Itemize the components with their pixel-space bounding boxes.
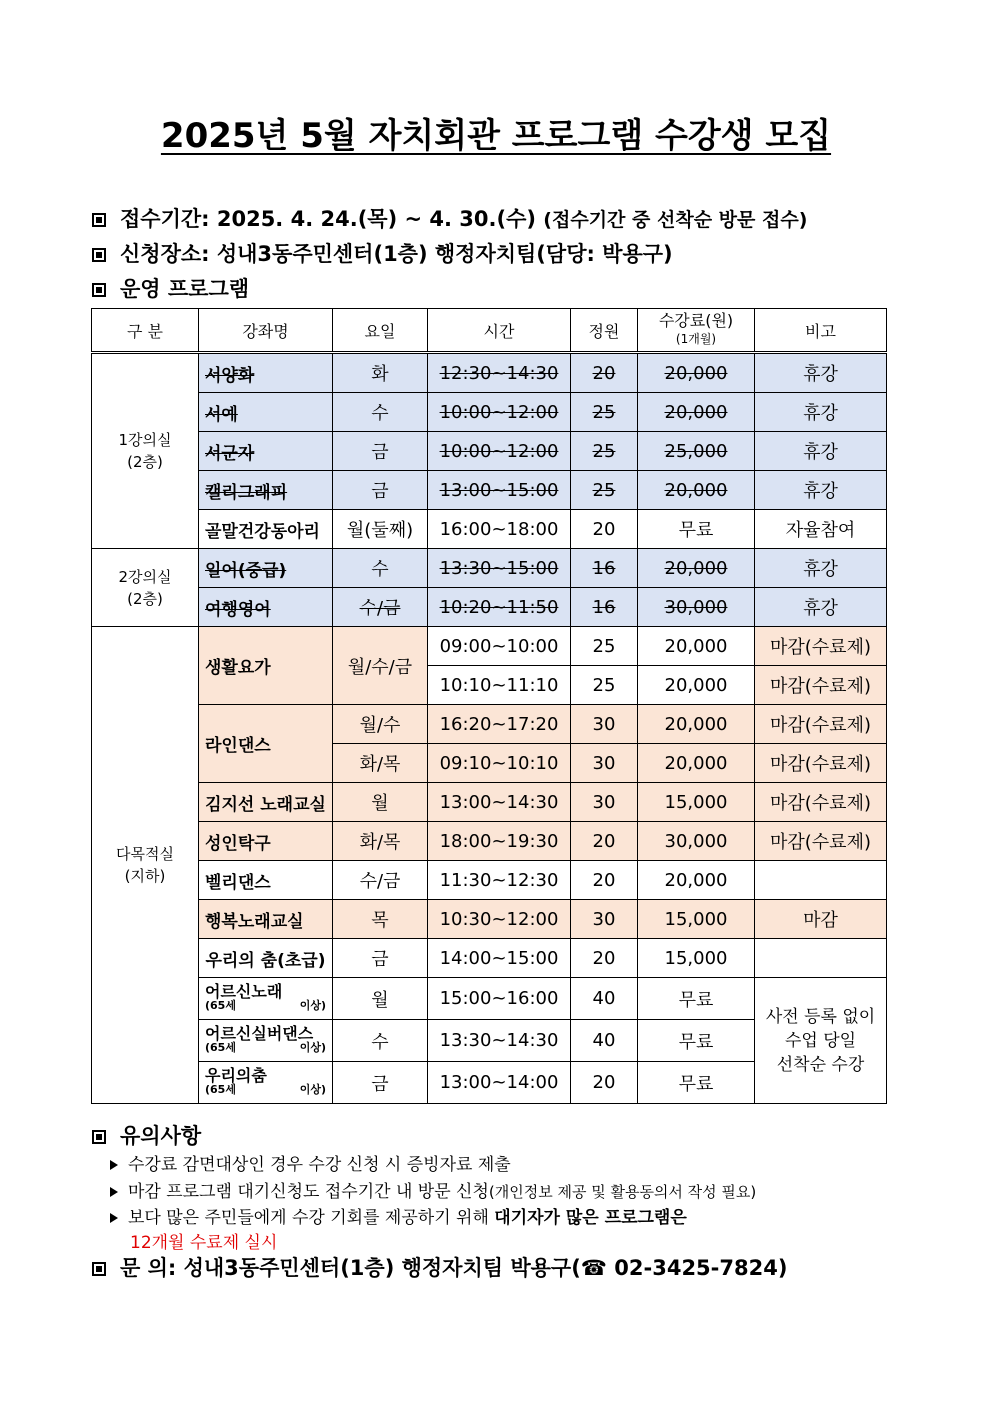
course-day: 금	[333, 432, 428, 471]
course-capacity: 25	[571, 471, 638, 510]
course-day: 화/목	[333, 744, 428, 783]
course-name: 골말건강동아리	[199, 510, 333, 549]
course-fee: 무료	[638, 978, 755, 1020]
course-capacity: 20	[571, 1062, 638, 1104]
course-time: 14:00~15:00	[428, 939, 571, 978]
table-row	[92, 783, 887, 822]
course-fee: 30,000	[638, 822, 755, 861]
course-capacity: 20	[571, 822, 638, 861]
table-row	[92, 861, 887, 900]
course-capacity: 20	[571, 353, 638, 393]
note-item: 마감 프로그램 대기신청도 접수기간 내 방문 신청(개인정보 제공 및 활용동의서 작성 필요)	[110, 1177, 756, 1202]
course-day: 수	[333, 393, 428, 432]
contact-line: 문 의: 성내3동주민센터(1층) 행정자치팀 박용구(☎ 02-3425-7824)	[92, 1252, 787, 1282]
course-fee: 20,000	[638, 666, 755, 705]
header-category: 구 분	[92, 309, 199, 353]
course-note: 휴강	[755, 471, 887, 510]
course-note: 마감(수료제)	[755, 627, 887, 666]
table-row	[92, 588, 887, 627]
table-row	[92, 822, 887, 861]
page-title: 2025년 5월 자치회관 프로그램 수강생 모집	[160, 116, 832, 156]
course-name: 생활요가	[199, 627, 333, 705]
table-row	[92, 353, 887, 393]
course-time: 10:00~12:00	[428, 432, 571, 471]
course-day: 금	[333, 1062, 428, 1104]
header-capacity: 정원	[571, 309, 638, 353]
course-capacity: 20	[571, 510, 638, 549]
course-name: 서예	[199, 393, 333, 432]
course-fee: 15,000	[638, 900, 755, 939]
header-note: 비고	[755, 309, 887, 353]
square-bullet-icon	[92, 248, 106, 262]
course-time: 10:20~11:50	[428, 588, 571, 627]
course-name: 우리의 춤(초급)	[199, 939, 333, 978]
course-name: 캘리그래피	[199, 471, 333, 510]
course-time: 11:30~12:30	[428, 861, 571, 900]
course-capacity: 30	[571, 744, 638, 783]
course-name: 벨리댄스	[199, 861, 333, 900]
course-fee: 20,000	[638, 353, 755, 393]
course-capacity: 25	[571, 432, 638, 471]
course-note: 자율참여	[755, 510, 887, 549]
course-time: 10:00~12:00	[428, 393, 571, 432]
table-row	[92, 393, 887, 432]
course-time: 12:30~14:30	[428, 353, 571, 393]
course-time: 18:00~19:30	[428, 822, 571, 861]
course-name: 행복노래교실	[199, 900, 333, 939]
course-note: 마감(수료제)	[755, 822, 887, 861]
course-name: 어르신노래 (65세 이상)	[199, 978, 333, 1020]
header-time: 시간	[428, 309, 571, 353]
course-note	[755, 861, 887, 900]
course-note: 휴강	[755, 549, 887, 588]
course-fee: 25,000	[638, 432, 755, 471]
course-time: 10:10~11:10	[428, 666, 571, 705]
course-day: 수	[333, 1020, 428, 1062]
course-name: 성인탁구	[199, 822, 333, 861]
square-bullet-icon	[92, 1130, 106, 1144]
table-row	[92, 939, 887, 978]
table-row	[92, 627, 887, 666]
header-fee: 수강료(원) (1개월)	[638, 309, 755, 353]
course-fee: 30,000	[638, 588, 755, 627]
course-capacity: 40	[571, 1020, 638, 1062]
course-fee: 20,000	[638, 471, 755, 510]
course-day: 수	[333, 549, 428, 588]
course-time: 13:00~14:30	[428, 783, 571, 822]
application-place: 신청장소: 성내3동주민센터(1층) 행정자치팀(담당: 박용구)	[92, 238, 673, 268]
course-capacity: 30	[571, 705, 638, 744]
course-name: 김지선 노래교실	[199, 783, 333, 822]
course-day: 금	[333, 471, 428, 510]
course-name: 일어(중급)	[199, 549, 333, 588]
table-row	[92, 510, 887, 549]
course-capacity: 20	[571, 861, 638, 900]
course-time: 09:10~10:10	[428, 744, 571, 783]
program-heading: 운영 프로그램	[92, 273, 249, 303]
notes-heading: 유의사항	[92, 1120, 201, 1150]
room-label: 2강의실 (2층)	[92, 549, 199, 627]
course-day: 화	[333, 353, 428, 393]
course-note: 마감(수료제)	[755, 705, 887, 744]
table-header-row	[92, 309, 887, 353]
reception-period: 접수기간: 2025. 4. 24.(목) ~ 4. 30.(수) (접수기간 중 선착순 방문 접수)	[92, 203, 807, 233]
course-time: 10:30~12:00	[428, 900, 571, 939]
course-name: 어르신실버댄스 (65세 이상)	[199, 1020, 333, 1062]
table-row	[92, 549, 887, 588]
course-note	[755, 939, 887, 978]
square-bullet-icon	[92, 283, 106, 297]
room-label: 1강의실 (2층)	[92, 353, 199, 549]
room-label: 다목적실 (지하)	[92, 627, 199, 1104]
course-day: 화/목	[333, 822, 428, 861]
note-item-highlight: 12개월 수료제 실시	[130, 1233, 278, 1253]
course-note: 휴강	[755, 432, 887, 471]
course-fee: 무료	[638, 510, 755, 549]
square-bullet-icon	[92, 213, 106, 227]
course-note: 마감(수료제)	[755, 744, 887, 783]
course-capacity: 25	[571, 393, 638, 432]
course-note: 마감(수료제)	[755, 666, 887, 705]
course-capacity: 20	[571, 939, 638, 978]
course-note: 마감(수료제)	[755, 783, 887, 822]
course-day: 월/수/금	[333, 627, 428, 705]
triangle-bullet-icon	[110, 1160, 118, 1170]
walk-in-note: 사전 등록 없이 수업 당일 선착순 수강	[755, 978, 887, 1104]
triangle-bullet-icon	[110, 1187, 118, 1197]
course-fee: 20,000	[638, 705, 755, 744]
course-fee: 20,000	[638, 393, 755, 432]
course-fee: 20,000	[638, 627, 755, 666]
course-time: 16:00~18:00	[428, 510, 571, 549]
course-capacity: 25	[571, 627, 638, 666]
course-time: 13:30~14:30	[428, 1020, 571, 1062]
table-row	[92, 471, 887, 510]
table-row	[92, 978, 887, 1020]
course-name: 서양화	[199, 353, 333, 393]
header-day: 요일	[333, 309, 428, 353]
course-day: 목	[333, 900, 428, 939]
course-time: 13:00~15:00	[428, 471, 571, 510]
table-row	[92, 900, 887, 939]
course-day: 월	[333, 783, 428, 822]
course-name: 여행영어	[199, 588, 333, 627]
course-day: 월	[333, 978, 428, 1020]
course-capacity: 25	[571, 666, 638, 705]
course-capacity: 16	[571, 549, 638, 588]
course-time: 16:20~17:20	[428, 705, 571, 744]
course-fee: 15,000	[638, 783, 755, 822]
note-item: 보다 많은 주민들에게 수강 기회를 제공하기 위해 대기자가 많은 프로그램은	[110, 1203, 687, 1228]
course-capacity: 30	[571, 783, 638, 822]
course-capacity: 40	[571, 978, 638, 1020]
program-table	[91, 308, 887, 1104]
course-day: 월(둘째)	[333, 510, 428, 549]
course-fee: 무료	[638, 1020, 755, 1062]
course-day: 금	[333, 939, 428, 978]
course-fee: 무료	[638, 1062, 755, 1104]
course-fee: 20,000	[638, 861, 755, 900]
course-time: 13:30~15:00	[428, 549, 571, 588]
course-fee: 15,000	[638, 939, 755, 978]
course-fee: 20,000	[638, 744, 755, 783]
note-item: 수강료 감면대상인 경우 수강 신청 시 증빙자료 제출	[110, 1150, 511, 1175]
course-day: 수/금	[333, 588, 428, 627]
course-capacity: 30	[571, 900, 638, 939]
course-note: 휴강	[755, 353, 887, 393]
course-day: 수/금	[333, 861, 428, 900]
course-capacity: 16	[571, 588, 638, 627]
triangle-bullet-icon	[110, 1213, 118, 1223]
course-fee: 20,000	[638, 549, 755, 588]
header-course: 강좌명	[199, 309, 333, 353]
course-name: 라인댄스	[199, 705, 333, 783]
course-note: 휴강	[755, 393, 887, 432]
course-time: 09:00~10:00	[428, 627, 571, 666]
course-day: 월/수	[333, 705, 428, 744]
course-name: 우리의춤 (65세 이상)	[199, 1062, 333, 1104]
course-time: 15:00~16:00	[428, 978, 571, 1020]
course-name: 서군자	[199, 432, 333, 471]
table-row	[92, 432, 887, 471]
square-bullet-icon	[92, 1262, 106, 1276]
course-note: 마감	[755, 900, 887, 939]
course-time: 13:00~14:00	[428, 1062, 571, 1104]
course-note: 휴강	[755, 588, 887, 627]
table-row	[92, 705, 887, 744]
